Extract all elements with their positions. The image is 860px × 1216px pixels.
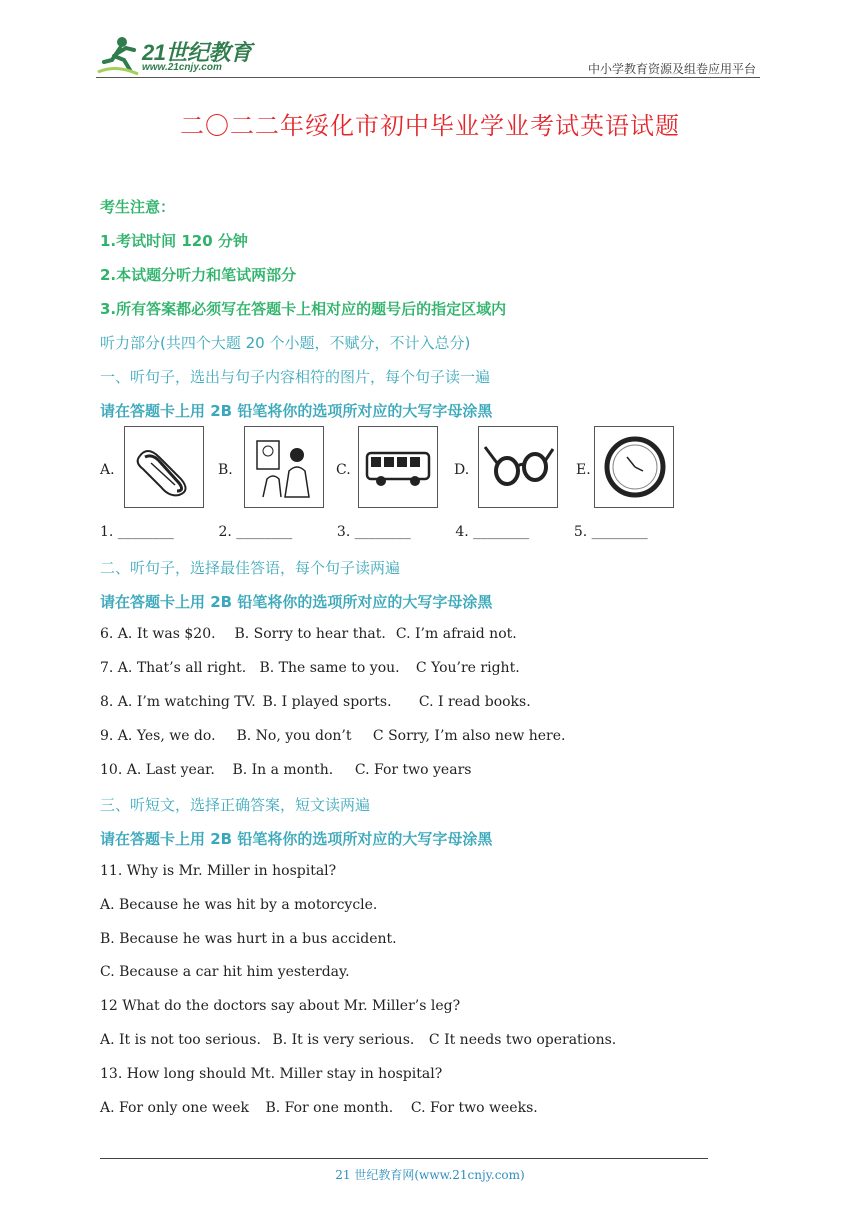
question-8-option-b: B. I played sports. [262,694,392,710]
page-title: 二〇二二年绥化市初中毕业学业考试英语试题 [180,112,680,140]
picture-options [100,426,700,514]
question-12-option-c: C It needs two operations. [428,1032,617,1048]
header-tagline: 中小学教育资源及组卷应用平台 [587,62,756,76]
question-10 [100,762,471,778]
section2-heading: 二、听句子，选择最佳答语，每个句子读两遍 [100,559,401,577]
question-13-option-b: B. For one month. [265,1100,394,1116]
question-8 [100,694,531,710]
header-divider [96,77,760,78]
question-6-option-c: C. I’m afraid not. [395,626,517,642]
notice-item-3: 3.所有答案都必须写在答题卡上相对应的题号后的指定区域内 [100,300,507,318]
question-13-options [100,1100,538,1116]
question-8-option-c: C. I read books. [418,694,531,710]
question-12-options [100,1032,616,1048]
page-footer: 21 世纪教育网(www.21cnjy.com) [335,1168,525,1182]
clock-icon [594,426,674,508]
question-6-option-b: B. Sorry to hear that. [234,626,386,642]
question-10-option-a: 10. A. Last year. [100,762,215,778]
question-13-option-c: C. For two weeks. [410,1100,538,1116]
question-12-option-a: A. It is not too serious. [100,1032,261,1048]
glasses-icon [478,426,558,508]
section1-instruction: 请在答题卡上用 2B 铅笔将你的选项所对应的大写字母涂黑 [100,402,493,420]
section3-heading: 三、听短文，选择正确答案，短文读两遍 [100,796,371,814]
question-7-option-a: 7. A. That’s all right. [100,660,247,676]
bus-icon [358,426,438,508]
section1-heading: 一、听句子，选出与句子内容相符的图片，每个句子读一遍 [100,368,491,386]
question-9 [100,728,565,744]
picture-label-c: C. [336,462,351,478]
question-9-option-a: 9. A. Yes, we do. [100,728,216,744]
question-13: 13. How long should Mt. Miller stay in hospital? [100,1066,443,1082]
question-10-option-c: C. For two years [354,762,472,778]
section3-instruction: 请在答题卡上用 2B 铅笔将你的选项所对应的大写字母涂黑 [100,830,493,848]
answer-blank-4[interactable]: 4. ________ [455,524,530,540]
logo-url: www.21cnjy.com [142,62,222,73]
logo-text: 21世纪教育 [142,40,252,65]
answer-blanks [100,524,648,540]
picture-label-e: E. [576,462,591,478]
logo [96,34,266,78]
hotdog-icon [124,426,204,508]
question-9-option-c: C Sorry, I’m also new here. [372,728,566,744]
question-13-option-a: A. For only one week [100,1100,250,1116]
picture-label-a: A. [100,462,115,478]
question-12: 12 What do the doctors say about Mr. Miller’s leg? [100,998,461,1014]
question-11: 11. Why is Mr. Miller in hospital? [100,863,337,879]
question-11-option-c: C. Because a car hit him yesterday. [100,964,350,980]
question-11-option-b: B. Because he was hurt in a bus accident. [100,931,397,947]
question-10-option-b: B. In a month. [232,762,334,778]
question-8-option-a: 8. A. I’m watching TV. [100,694,256,710]
question-12-option-b: B. It is very serious. [272,1032,415,1048]
picture-label-b: B. [218,462,233,478]
page-header [96,34,760,80]
question-7 [100,660,520,676]
listening-intro: 听力部分(共四个大题 20 个小题，不赋分，不计入总分) [100,334,471,352]
notice-item-2: 2.本试题分听力和笔试两部分 [100,266,297,284]
question-7-option-c: C You’re right. [415,660,520,676]
answer-blank-1[interactable]: 1. ________ [100,524,174,540]
notice-heading: 考生注意： [100,198,176,216]
footer-divider [100,1158,708,1159]
picture-label-d: D. [454,462,470,478]
question-9-option-b: B. No, you don’t [236,728,352,744]
answer-blank-3[interactable]: 3. ________ [336,524,411,540]
question-6 [100,626,517,642]
answer-blank-5[interactable]: 5. ________ [573,524,648,540]
notice-item-1: 1.考试时间 120 分钟 [100,232,248,250]
question-7-option-b: B. The same to you. [259,660,400,676]
runner-logo-icon [96,34,140,78]
question-6-option-a: 6. A. It was $20. [100,626,216,642]
answer-blank-2[interactable]: 2. ________ [218,524,293,540]
people-photo-icon [244,426,324,508]
section2-instruction: 请在答题卡上用 2B 铅笔将你的选项所对应的大写字母涂黑 [100,593,493,611]
question-11-option-a: A. Because he was hit by a motorcycle. [100,897,378,913]
